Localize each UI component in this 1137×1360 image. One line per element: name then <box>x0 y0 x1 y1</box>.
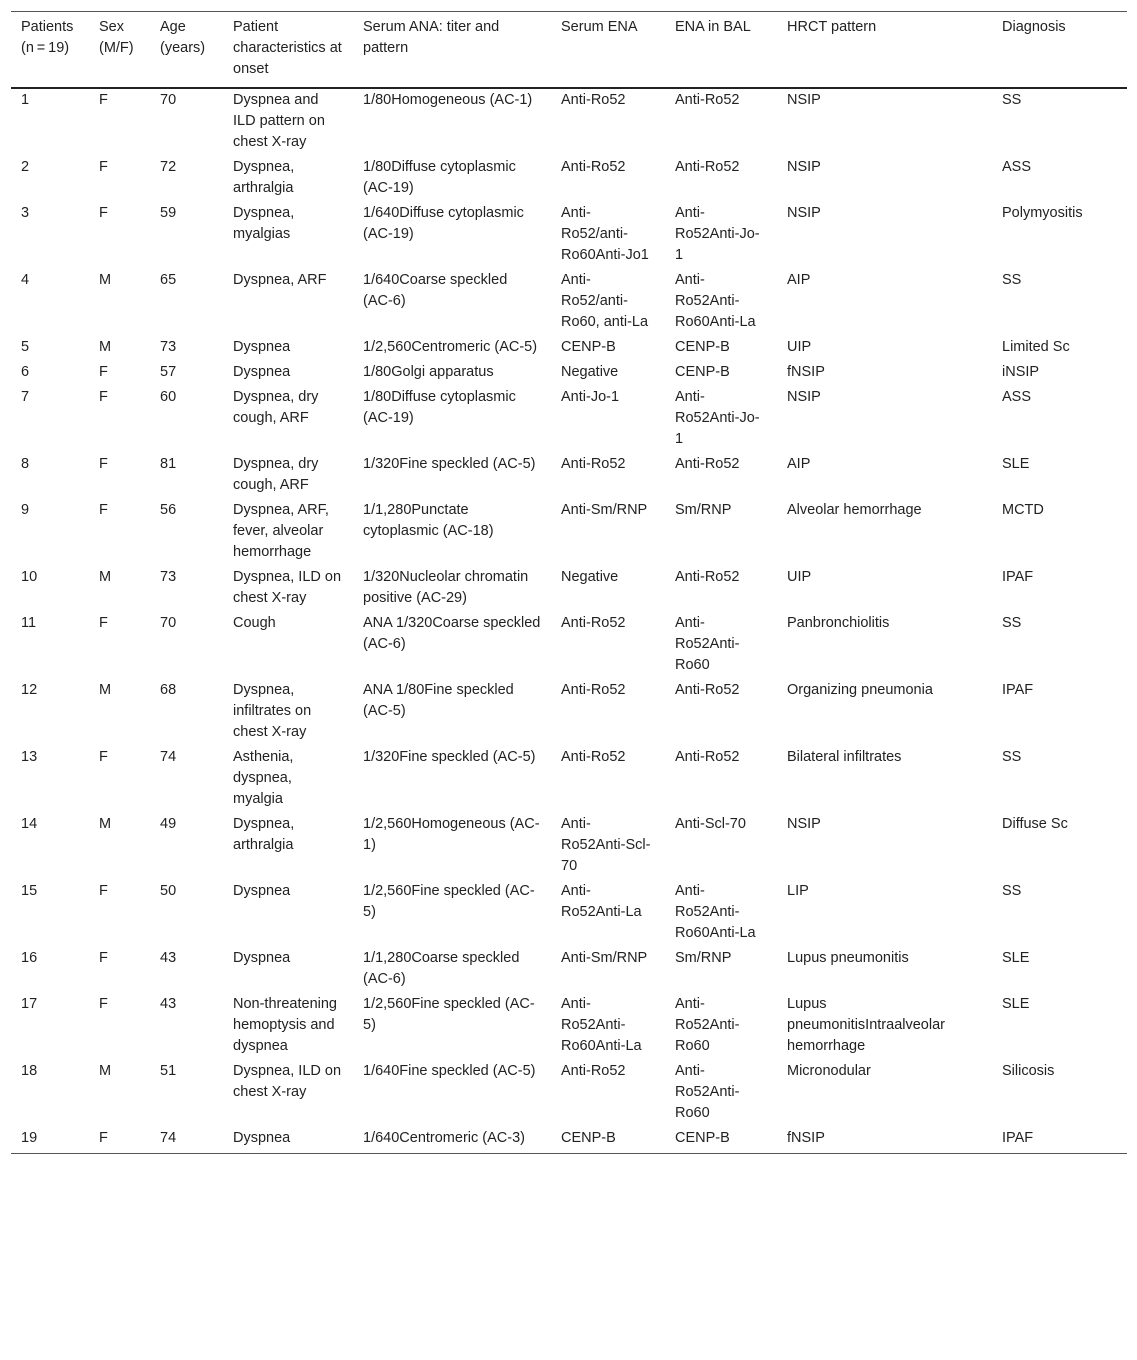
table-row <box>11 360 1127 385</box>
cell-ena-bal: Sm/RNP <box>675 950 732 966</box>
cell-ena-bal: Anti-Ro52Anti-Ro60 <box>675 996 740 1054</box>
table-row <box>11 946 1127 992</box>
cell-characteristics: Asthenia, dyspnea, myalgia <box>233 749 294 807</box>
cell-hrct-pattern: AIP <box>787 456 811 472</box>
cell-ena-bal: Anti-Ro52 <box>675 749 740 765</box>
cell-serum-ana: 1/2,560Fine speckled (AC-5) <box>363 996 535 1033</box>
cell-age: 57 <box>160 364 177 380</box>
cell-age: 51 <box>160 1063 177 1079</box>
cell-serum-ena: Anti-Ro52 <box>561 615 626 631</box>
cell-sex: M <box>99 1063 112 1079</box>
cell-serum-ana: 1/640Fine speckled (AC-5) <box>363 1063 536 1079</box>
cell-characteristics: Dyspnea <box>233 950 291 966</box>
cell-serum-ena: CENP-B <box>561 1130 616 1146</box>
cell-patient: 13 <box>21 749 38 765</box>
cell-diagnosis: Silicosis <box>1002 1063 1055 1079</box>
cell-serum-ena: CENP-B <box>561 339 616 355</box>
cell-patient: 6 <box>21 364 30 380</box>
cell-diagnosis: Limited Sc <box>1002 339 1070 355</box>
cell-age: 60 <box>160 389 177 405</box>
table-row <box>11 268 1127 335</box>
cell-serum-ena: Anti-Ro52 <box>561 456 626 472</box>
cell-diagnosis: ASS <box>1002 159 1032 175</box>
cell-sex: F <box>99 883 108 899</box>
cell-serum-ana: 1/320Fine speckled (AC-5) <box>363 749 536 765</box>
cell-hrct-pattern: Micronodular <box>787 1063 871 1079</box>
cell-diagnosis: MCTD <box>1002 502 1044 518</box>
cell-ena-bal: Anti-Ro52 <box>675 92 740 108</box>
header-serum-ena: Serum ENA <box>561 19 638 35</box>
cell-patient: 4 <box>21 272 30 288</box>
cell-serum-ena: Anti-Jo-1 <box>561 389 620 405</box>
cell-serum-ana: 1/2,560Fine speckled (AC-5) <box>363 883 535 920</box>
cell-ena-bal: Anti-Ro52Anti-Ro60Anti-La <box>675 883 756 941</box>
cell-characteristics: Dyspnea, ILD on chest X-ray <box>233 1063 342 1100</box>
cell-sex: M <box>99 272 112 288</box>
cell-ena-bal: Anti-Ro52Anti-Ro60 <box>675 1063 740 1121</box>
header-row <box>11 12 1127 89</box>
cell-serum-ana: 1/320Fine speckled (AC-5) <box>363 456 536 472</box>
cell-serum-ana: 1/1,280Coarse speckled (AC-6) <box>363 950 520 987</box>
cell-ena-bal: Anti-Ro52 <box>675 682 740 698</box>
cell-sex: M <box>99 569 112 585</box>
cell-sex: F <box>99 950 108 966</box>
cell-ena-bal: Anti-Ro52 <box>675 569 740 585</box>
cell-characteristics: Dyspnea, ARF <box>233 272 327 288</box>
cell-serum-ena: Negative <box>561 364 619 380</box>
table-row <box>11 611 1127 678</box>
cell-serum-ena: Anti-Ro52Anti-Scl-70 <box>561 816 651 874</box>
cell-age: 73 <box>160 339 177 355</box>
table-row <box>11 385 1127 452</box>
cell-serum-ana: ANA 1/320Coarse speckled (AC-6) <box>363 615 541 652</box>
cell-hrct-pattern: fNSIP <box>787 364 825 380</box>
cell-hrct-pattern: LIP <box>787 883 809 899</box>
table-row <box>11 88 1127 155</box>
cell-hrct-pattern: UIP <box>787 339 812 355</box>
cell-ena-bal: CENP-B <box>675 339 730 355</box>
cell-age: 74 <box>160 1130 177 1146</box>
cell-diagnosis: SS <box>1002 883 1022 899</box>
cell-patient: 9 <box>21 502 30 518</box>
cell-characteristics: Dyspnea, myalgias <box>233 205 295 242</box>
cell-hrct-pattern: UIP <box>787 569 812 585</box>
cell-diagnosis: SS <box>1002 749 1022 765</box>
table-row <box>11 992 1127 1059</box>
cell-sex: F <box>99 502 108 518</box>
cell-characteristics: Dyspnea <box>233 339 291 355</box>
header-age: Age (years) <box>160 19 206 56</box>
cell-characteristics: Dyspnea <box>233 1130 291 1146</box>
cell-characteristics: Dyspnea <box>233 883 291 899</box>
cell-age: 43 <box>160 950 177 966</box>
cell-age: 70 <box>160 92 177 108</box>
cell-age: 70 <box>160 615 177 631</box>
cell-serum-ana: 1/1,280Punctate cytoplasmic (AC-18) <box>363 502 494 539</box>
cell-diagnosis: Polymyositis <box>1002 205 1083 221</box>
cell-sex: F <box>99 159 108 175</box>
cell-patient: 3 <box>21 205 30 221</box>
cell-hrct-pattern: NSIP <box>787 205 821 221</box>
cell-diagnosis: SS <box>1002 615 1022 631</box>
cell-patient: 15 <box>21 883 38 899</box>
cell-patient: 5 <box>21 339 30 355</box>
cell-hrct-pattern: Bilateral infiltrates <box>787 749 902 765</box>
cell-patient: 17 <box>21 996 38 1012</box>
cell-patient: 2 <box>21 159 30 175</box>
cell-serum-ena: Anti-Sm/RNP <box>561 502 648 518</box>
cell-patient: 10 <box>21 569 38 585</box>
cell-sex: F <box>99 1130 108 1146</box>
table-row <box>11 452 1127 498</box>
cell-serum-ana: 1/80Diffuse cytoplasmic (AC-19) <box>363 159 516 196</box>
cell-sex: M <box>99 339 112 355</box>
cell-serum-ana: 1/2,560Homogeneous (AC-1) <box>363 816 540 853</box>
table-row <box>11 335 1127 360</box>
cell-sex: F <box>99 749 108 765</box>
cell-patient: 7 <box>21 389 30 405</box>
cell-serum-ana: 1/80Homogeneous (AC-1) <box>363 92 533 108</box>
cell-sex: M <box>99 816 112 832</box>
cell-diagnosis: IPAF <box>1002 569 1034 585</box>
cell-diagnosis: SS <box>1002 272 1022 288</box>
table-row <box>11 498 1127 565</box>
cell-ena-bal: Anti-Scl-70 <box>675 816 746 832</box>
cell-sex: F <box>99 996 108 1012</box>
header-sex: Sex (M/F) <box>99 19 134 56</box>
cell-age: 49 <box>160 816 177 832</box>
cell-characteristics: Dyspnea, ILD on chest X-ray <box>233 569 342 606</box>
cell-sex: F <box>99 92 108 108</box>
cell-serum-ena: Anti-Ro52 <box>561 1063 626 1079</box>
cell-serum-ena: Anti-Sm/RNP <box>561 950 648 966</box>
table-row <box>11 879 1127 946</box>
cell-diagnosis: ASS <box>1002 389 1032 405</box>
cell-patient: 12 <box>21 682 38 698</box>
cell-characteristics: Dyspnea <box>233 364 291 380</box>
cell-diagnosis: IPAF <box>1002 682 1034 698</box>
cell-age: 74 <box>160 749 177 765</box>
cell-hrct-pattern: Alveolar hemorrhage <box>787 502 922 518</box>
table-row <box>11 1059 1127 1126</box>
cell-serum-ena: Anti-Ro52/anti-Ro60, anti-La <box>561 272 649 330</box>
table-container <box>11 11 1127 1154</box>
cell-diagnosis: Diffuse Sc <box>1002 816 1068 832</box>
cell-sex: F <box>99 364 108 380</box>
cell-age: 65 <box>160 272 177 288</box>
header-serum-ana: Serum ANA: titer and pattern <box>363 19 500 56</box>
cell-hrct-pattern: Organizing pneumonia <box>787 682 933 698</box>
cell-ena-bal: CENP-B <box>675 364 730 380</box>
cell-age: 73 <box>160 569 177 585</box>
cell-age: 72 <box>160 159 177 175</box>
cell-serum-ena: Anti-Ro52/anti-Ro60Anti-Jo1 <box>561 205 649 263</box>
table-row <box>11 812 1127 879</box>
cell-hrct-pattern: NSIP <box>787 389 821 405</box>
cell-age: 68 <box>160 682 177 698</box>
cell-ena-bal: Sm/RNP <box>675 502 732 518</box>
cell-patient: 8 <box>21 456 30 472</box>
cell-diagnosis: IPAF <box>1002 1130 1034 1146</box>
table-row <box>11 565 1127 611</box>
cell-patient: 1 <box>21 92 30 108</box>
cell-serum-ana: 1/640Coarse speckled (AC-6) <box>363 272 508 309</box>
cell-serum-ana: 1/640Centromeric (AC-3) <box>363 1130 525 1146</box>
cell-diagnosis: SS <box>1002 92 1022 108</box>
table-row <box>11 678 1127 745</box>
cell-ena-bal: CENP-B <box>675 1130 730 1146</box>
cell-sex: M <box>99 682 112 698</box>
cell-serum-ana: 1/320Nucleolar chromatin positive (AC-29) <box>363 569 529 606</box>
cell-serum-ana: 1/640Diffuse cytoplasmic (AC-19) <box>363 205 524 242</box>
cell-serum-ena: Anti-Ro52Anti-Ro60Anti-La <box>561 996 642 1054</box>
cell-characteristics: Dyspnea, arthralgia <box>233 816 295 853</box>
cell-serum-ena: Anti-Ro52 <box>561 159 626 175</box>
cell-hrct-pattern: NSIP <box>787 816 821 832</box>
header-diagnosis: Diagnosis <box>1002 19 1066 35</box>
cell-serum-ena: Anti-Ro52 <box>561 92 626 108</box>
cell-patient: 14 <box>21 816 38 832</box>
cell-patient: 16 <box>21 950 38 966</box>
table-row <box>11 745 1127 812</box>
cell-characteristics: Dyspnea, infiltrates on chest X-ray <box>233 682 312 740</box>
cell-ena-bal: Anti-Ro52Anti-Ro60 <box>675 615 740 673</box>
cell-ena-bal: Anti-Ro52 <box>675 456 740 472</box>
header-ena-bal: ENA in BAL <box>675 19 751 35</box>
cell-characteristics: Non-threatening hemoptysis and dyspnea <box>233 996 337 1054</box>
cell-characteristics: Dyspnea, dry cough, ARF <box>233 456 319 493</box>
cell-serum-ena: Anti-Ro52 <box>561 682 626 698</box>
cell-sex: F <box>99 389 108 405</box>
cell-sex: F <box>99 456 108 472</box>
header-hrct-pattern: HRCT pattern <box>787 19 877 35</box>
cell-age: 56 <box>160 502 177 518</box>
cell-serum-ena: Anti-Ro52 <box>561 749 626 765</box>
cell-hrct-pattern: fNSIP <box>787 1130 825 1146</box>
cell-diagnosis: SLE <box>1002 996 1030 1012</box>
cell-ena-bal: Anti-Ro52Anti-Jo-1 <box>675 205 760 263</box>
cell-characteristics: Dyspnea, ARF, fever, alveolar hemorrhage <box>233 502 329 560</box>
cell-age: 59 <box>160 205 177 221</box>
cell-diagnosis: SLE <box>1002 950 1030 966</box>
cell-characteristics: Dyspnea, arthralgia <box>233 159 295 196</box>
table-row <box>11 1126 1127 1154</box>
patients-table <box>11 11 1127 1154</box>
cell-characteristics: Dyspnea, dry cough, ARF <box>233 389 319 426</box>
cell-hrct-pattern: Lupus pneumonitisIntraalveolar hemorrhage <box>787 996 945 1054</box>
cell-age: 50 <box>160 883 177 899</box>
cell-characteristics: Dyspnea and ILD pattern on chest X-ray <box>233 92 325 150</box>
cell-age: 43 <box>160 996 177 1012</box>
cell-hrct-pattern: NSIP <box>787 159 821 175</box>
cell-patient: 19 <box>21 1130 38 1146</box>
cell-patient: 18 <box>21 1063 38 1079</box>
cell-patient: 11 <box>21 615 37 631</box>
table-row <box>11 201 1127 268</box>
cell-ena-bal: Anti-Ro52 <box>675 159 740 175</box>
cell-diagnosis: SLE <box>1002 456 1030 472</box>
cell-hrct-pattern: Lupus pneumonitis <box>787 950 909 966</box>
cell-serum-ana: ANA 1/80Fine speckled (AC-5) <box>363 682 514 719</box>
cell-serum-ana: 1/80Diffuse cytoplasmic (AC-19) <box>363 389 516 426</box>
cell-ena-bal: Anti-Ro52Anti-Ro60Anti-La <box>675 272 756 330</box>
header-patients: Patients (n = 19) <box>21 19 74 56</box>
cell-serum-ena: Anti-Ro52Anti-La <box>561 883 642 920</box>
cell-sex: F <box>99 615 108 631</box>
cell-serum-ana: 1/80Golgi apparatus <box>363 364 494 380</box>
cell-ena-bal: Anti-Ro52Anti-Jo-1 <box>675 389 760 447</box>
table-body <box>11 88 1127 1154</box>
cell-characteristics: Cough <box>233 615 276 631</box>
header-characteristics: Patient characteristics at onset <box>233 19 342 77</box>
table-row <box>11 155 1127 201</box>
cell-diagnosis: iNSIP <box>1002 364 1040 380</box>
cell-hrct-pattern: AIP <box>787 272 811 288</box>
cell-hrct-pattern: Panbronchiolitis <box>787 615 890 631</box>
cell-sex: F <box>99 205 108 221</box>
cell-age: 81 <box>160 456 177 472</box>
cell-hrct-pattern: NSIP <box>787 92 821 108</box>
cell-serum-ena: Negative <box>561 569 619 585</box>
cell-serum-ana: 1/2,560Centromeric (AC-5) <box>363 339 538 355</box>
